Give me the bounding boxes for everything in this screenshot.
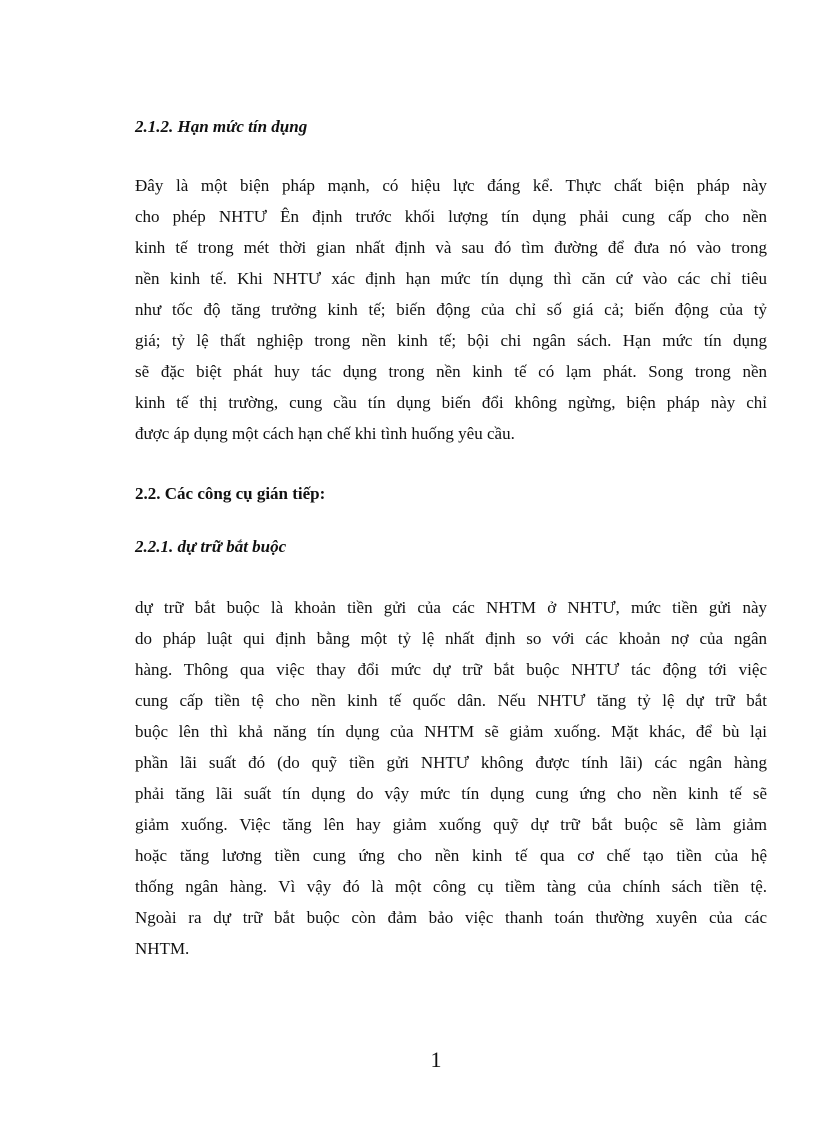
paragraph-line: nền kinh tế. Khi NHTƯ xác định hạn mức tín dụng thì căn cứ vào các chỉ tiêu <box>135 269 767 288</box>
paragraph-line: NHTM. <box>135 939 190 958</box>
paragraph-line: giảm xuống. Việc tăng lên hay giảm xuống quỹ dự trữ bắt buộc sẽ làm giảm <box>135 815 767 834</box>
paragraph-credit-limit <box>135 170 767 449</box>
paragraph-required-reserves <box>135 592 767 964</box>
paragraph-line: cung cấp tiền tệ cho nền kinh tế quốc dân. Nếu NHTƯ tăng tỷ lệ dự trữ bắt <box>135 691 767 710</box>
paragraph-line: như tốc độ tăng trưởng kinh tế; biến động của chỉ số giá cả; biến động của tỷ <box>135 300 767 319</box>
paragraph-line: do pháp luật qui định bằng một tỷ lệ nhất định so với các khoản nợ của ngân <box>135 629 767 648</box>
paragraph-line: được áp dụng một cách hạn chế khi tình huống yêu cầu. <box>135 424 515 443</box>
paragraph-line: kinh tế thị trường, cung cầu tín dụng biến đổi không ngừng, biện pháp này chỉ <box>135 393 767 412</box>
paragraph-line: phần lãi suất đó (do quỹ tiền gửi NHTƯ không được tính lãi) các ngân hàng <box>135 753 767 772</box>
paragraph-line: dự trữ bắt buộc là khoản tiền gửi của các NHTM ở NHTƯ, mức tiền gửi này <box>135 598 767 617</box>
paragraph-line: buộc lên thì khả năng tín dụng của NHTM sẽ giảm xuống. Mặt khác, để bù lại <box>135 722 767 741</box>
paragraph-line: giá; tỷ lệ thất nghiệp trong nền kinh tế; bội chi ngân sách. Hạn mức tín dụng <box>135 331 767 350</box>
paragraph-line: Ngoài ra dự trữ bắt buộc còn đảm bảo việc thanh toán thường xuyên của các <box>135 908 767 927</box>
paragraph-line: cho phép NHTƯ Ên định trước khối lượng tín dụng phải cung cấp cho nền <box>135 207 767 226</box>
paragraph-line: thống ngân hàng. Vì vậy đó là một công cụ tiềm tàng của chính sách tiền tệ. <box>135 877 767 896</box>
paragraph-line: hoặc tăng lương tiền cung ứng cho nền kinh tế qua cơ chế tạo tiền của hệ <box>135 846 767 865</box>
paragraph-line: phải tăng lãi suất tín dụng do vậy mức tín dụng cung ứng cho nền kinh tế sẽ <box>135 784 767 803</box>
page-number: 1 <box>430 1047 442 1072</box>
section-heading-2-1-2: 2.1.2. Hạn mức tín dụng <box>135 117 308 136</box>
section-heading-2-2: 2.2. Các công cụ gián tiếp: <box>135 484 326 503</box>
paragraph-line: hàng. Thông qua việc thay đổi mức dự trữ bắt buộc NHTƯ tác động tới việc <box>135 660 767 679</box>
paragraph-line: Đây là một biện pháp mạnh, có hiệu lực đáng kể. Thực chất biện pháp này <box>135 176 767 195</box>
paragraph-line: sẽ đặc biệt phát huy tác dụng trong nền kinh tế có lạm phát. Song trong nền <box>135 362 767 381</box>
section-heading-2-2-1: 2.2.1. dự trữ bắt buộc <box>135 537 287 556</box>
paragraph-line: kinh tế trong mét thời gian nhất định và sau đó tìm đường để đưa nó vào trong <box>135 238 767 257</box>
